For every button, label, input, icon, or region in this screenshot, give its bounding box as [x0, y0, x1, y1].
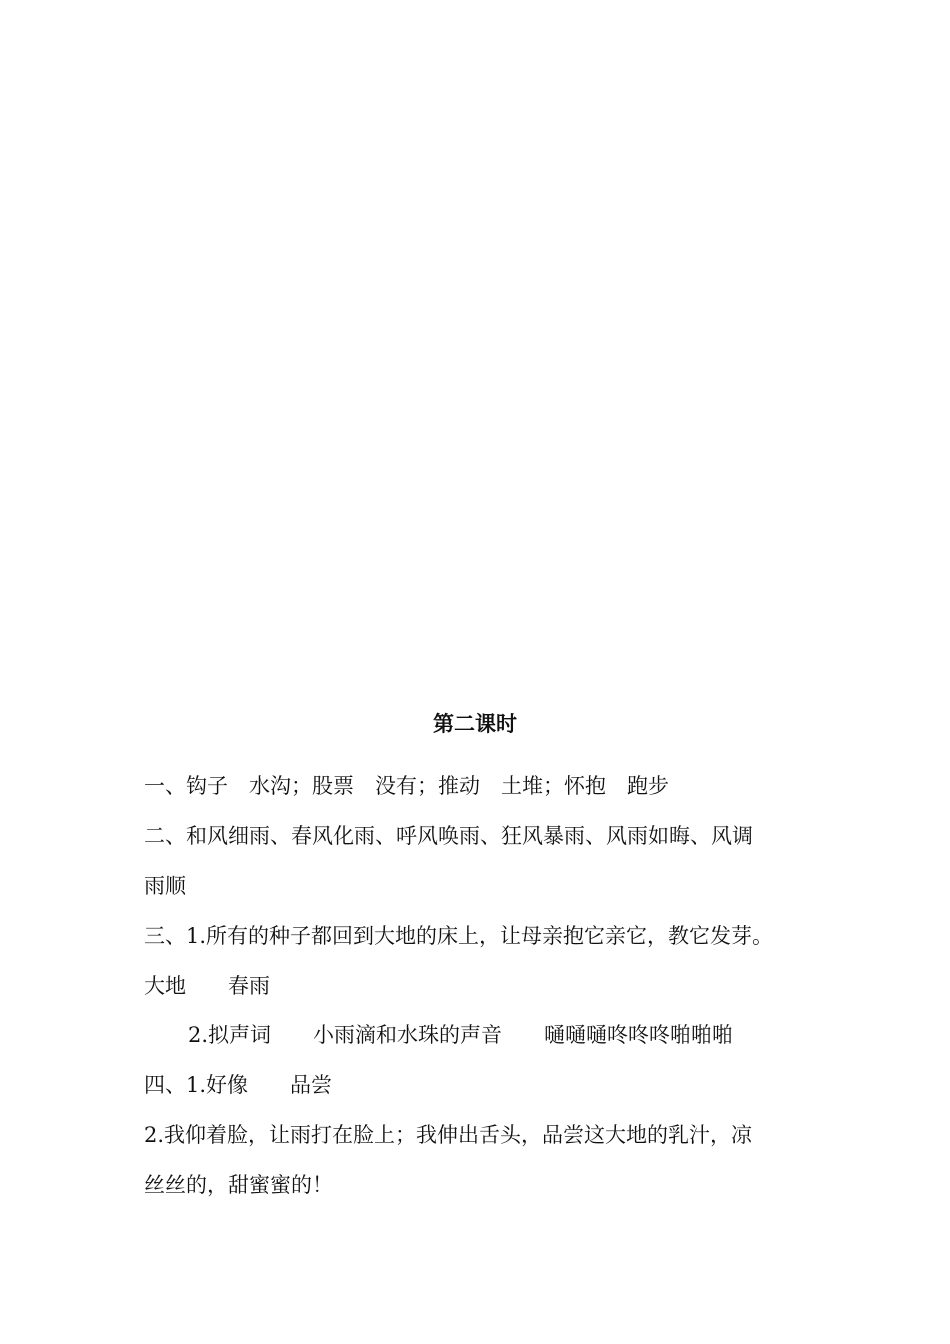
answer-line-3: 雨顺	[144, 874, 186, 898]
answer-line-1: 一、钩子 水沟；股票 没有；推动 土堆；怀抱 跑步	[144, 774, 669, 798]
answer-line-7: 四、1.好像 品尝	[144, 1073, 333, 1097]
answer-line-5: 大地 春雨	[144, 974, 270, 998]
answer-line-6: 2.拟声词 小雨滴和水珠的声音 嗵嗵嗵咚咚咚啪啪啪	[188, 1023, 734, 1047]
answer-line-2: 二、和风细雨、春风化雨、呼风唤雨、狂风暴雨、风雨如晦、风调	[144, 824, 753, 848]
answer-line-9: 丝丝的，甜蜜蜜的！	[144, 1173, 333, 1197]
answer-line-8: 2.我仰着脸，让雨打在脸上；我伸出舌头，品尝这大地的乳汁，凉	[144, 1123, 753, 1147]
page-title: 第二课时	[433, 712, 517, 736]
answer-line-4: 三、1.所有的种子都回到大地的床上，让母亲抱它亲它，教它发芽。	[144, 924, 774, 948]
